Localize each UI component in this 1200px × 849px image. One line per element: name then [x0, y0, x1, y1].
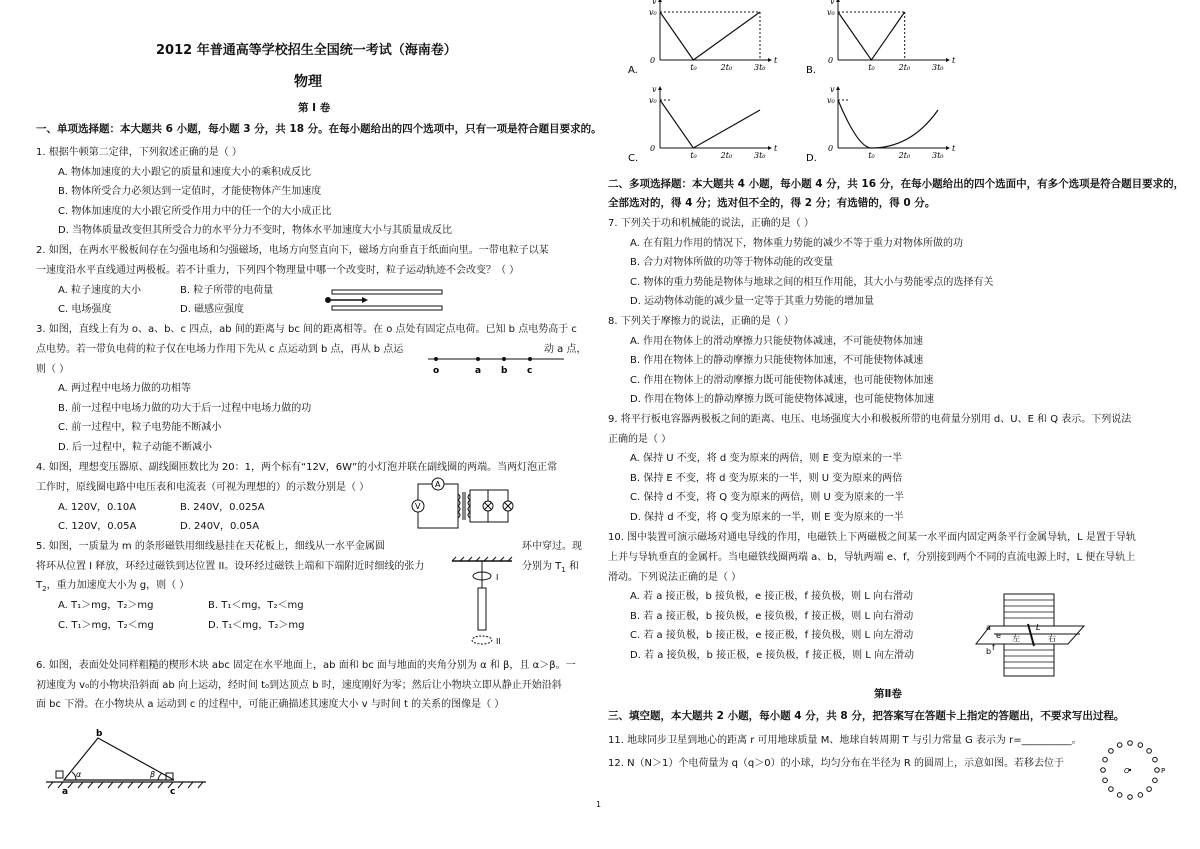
q5-magnet-figure [452, 556, 522, 648]
vt-axis-t-d: t [952, 144, 956, 153]
vt-axis-t-b: t [952, 56, 956, 65]
q3-option-a: A. 两过程中电场力做的功相等 [58, 383, 192, 394]
q10-point-f: f [992, 643, 995, 652]
vt-option-label-d: D. [806, 153, 817, 164]
q9-line-2: 正确的是（ ） [608, 434, 672, 445]
vt-axis-v-a: v [652, 0, 657, 6]
vt-tick-2t0-b: 2t₀ [898, 63, 911, 72]
vt-tick-3t0-a: 3t₀ [754, 63, 766, 72]
charge-ball [1103, 778, 1108, 783]
vt-axis-v0-a: v₀ [649, 8, 657, 17]
q9-option-c: C. 保持 d 不变，将 Q 变为原来的两倍，则 U 变为原来的一半 [630, 492, 904, 503]
vt-axis-v-c: v [652, 85, 657, 94]
q3-option-b: B. 前一过程中电场力做的功大于后一过程中电场力做的功 [58, 403, 312, 414]
vt-graph-c [628, 85, 778, 164]
vt-tick-2t0-d: 2t₀ [898, 151, 911, 160]
q9-option-d: D. 保持 d 不变，将 Q 变为原来的一半，则 E 变为原来的一半 [630, 512, 904, 523]
ring-center-label: O [1124, 767, 1130, 775]
q7-option-c: C. 物体的重力势能是物体与地球之间的相互作用能，其大小与势能零点的选择有关 [630, 277, 994, 288]
q2-option-c: C. 电场强度 [58, 304, 112, 315]
q5-position-2: II [496, 637, 501, 646]
q2-option-a: A. 粒子速度的大小 [58, 285, 142, 296]
q10-line-1: 10. 图中装置可演示磁场对通电导线的作用，电磁铁上下两磁极之间某一水平面内固定两条平行金属导轨，L 是置于导轨 [608, 532, 1136, 543]
subject-title: 物理 [294, 74, 322, 90]
q10-option-c: C. 若 a 接负极，b 接正极，e 接正极，f 接负极，则 L 向左滑动 [630, 630, 914, 641]
q10-rod-label: L [1036, 623, 1041, 632]
q10-electromagnet-figure [984, 590, 1096, 680]
vt-axis-v0-b: v₀ [827, 8, 835, 17]
q6-alpha-label: α [76, 770, 82, 779]
q1-option-c: C. 物体加速度的大小跟它所受作用力中的任一个的大小成正比 [58, 206, 332, 217]
q3-line-1: 3. 如图，直线上有为 o、a、b、c 四点，ab 间的距离与 bc 间的距离相等。在 o 点处有固定点电荷。已知 b 点电势高于 c [36, 324, 577, 335]
q10-point-e: e [996, 631, 1001, 640]
q2-line-2: 一速度沿水平直线通过两极板。若不计重力，下列四个物理量中哪一个改变时，粒子运动轨迹不会改变？（ ） [36, 265, 520, 276]
q3-line-2b: 动 a 点， [544, 344, 587, 355]
vt-origin-c: 0 [650, 144, 656, 153]
vt-axis-v-d: v [830, 85, 835, 94]
vt-option-label-b: B. [806, 65, 817, 76]
vt-graph-b [806, 0, 956, 76]
charge-ball [1128, 795, 1133, 800]
q5-line-1b: 环中穿过。现 [522, 541, 582, 552]
q6-point-a: a [62, 787, 69, 797]
q9-option-a: A. 保持 U 不变，将 d 变为原来的两倍，则 E 变为原来的一半 [630, 453, 903, 464]
q10-point-a: a [986, 623, 991, 632]
q1-stem: 1. 根据牛顿第二定律，下列叙述正确的是（ ） [36, 147, 242, 158]
q6-point-b: b [96, 729, 103, 739]
vt-origin-b: 0 [828, 56, 834, 65]
q6-line-1: 6. 如图，表面处处同样粗糙的楔形木块 abc 固定在水平地面上，ab 面和 bc 面与地面的夹角分别为 α 和 β，且 α＞β。一 [36, 660, 576, 671]
q6-line-2: 初速度为 v₀的小物块沿斜面 ab 向上运动，经时间 t₀到达顶点 b 时，速度刚好为零；然后让小物块立即从静止开始沿斜 [36, 680, 562, 691]
q2-option-d: D. 磁感应强度 [180, 304, 245, 315]
vt-tick-2t0-a: 2t₀ [720, 63, 733, 72]
vt-origin-d: 0 [828, 144, 834, 153]
q5-option-c: C. T₁＞mg，T₂＜mg [58, 620, 154, 631]
exam-title: 2012 年普通高等学校招生全国统一考试（海南卷） [156, 43, 457, 58]
q4-voltmeter-label: V [415, 502, 421, 511]
part-one-heading: 第 I 卷 [298, 102, 331, 114]
section-one-heading: 一、单项选择题：本大题共 6 小题，每小题 3 分，共 18 分。在每小题给出的四个选项中，只有一项是符合题目要求的。 [36, 123, 602, 135]
q5-option-a: A. T₁＞mg，T₂＞mg [58, 600, 154, 611]
q5-t2-sub: 2 [42, 585, 47, 593]
q5-and-text: 和 [565, 561, 579, 572]
charge-ball [1109, 749, 1114, 754]
q5-position-1: I [496, 573, 499, 582]
vt-tick-2t0-c: 2t₀ [720, 151, 733, 160]
q3-option-c: C. 前一过程中，粒子电势能不断减小 [58, 422, 222, 433]
vt-tick-t0-b: t₀ [868, 63, 875, 72]
q5-option-d: D. T₁＜mg，T₂＞mg [208, 620, 305, 631]
charge-ball [1117, 793, 1122, 798]
q10-option-b: B. 若 a 接正极，b 接负极，e 接负极，f 接正极，则 L 向右滑动 [630, 611, 914, 622]
section-two-heading-2: 全部选对的，得 4 分；选对但不全的，得 2 分；有选错的，得 0 分。 [608, 197, 936, 209]
vt-axis-v0-d: v₀ [827, 96, 835, 105]
charge-ball [1128, 741, 1133, 746]
charge-ball [1147, 749, 1152, 754]
q5-t1-text: 分别为 T [522, 561, 562, 572]
q8-option-c: C. 作用在物体上的滑动摩擦力既可能使物体减速，也可能使物体加速 [630, 375, 934, 386]
q2-plates-figure [322, 288, 452, 312]
q5-line-3 [36, 579, 189, 596]
q8-stem: 8. 下列关于摩擦力的说法，正确的是（ ） [608, 316, 794, 327]
q5-option-b: B. T₁＜mg，T₂＜mg [208, 600, 304, 611]
q3-point-o: o [433, 366, 440, 376]
q3-line-2a: 点电势。若一带负电荷的粒子仅在电场力作用下先从 c 点运动到 b 点，再从 b 点运 [36, 344, 404, 355]
q3-point-a: a [475, 366, 482, 376]
vt-tick-3t0-c: 3t₀ [754, 151, 766, 160]
q5-t2-text: T [36, 580, 43, 591]
q1-option-b: B. 物体所受合力必须达到一定值时，才能使物体产生加速度 [58, 186, 322, 197]
q8-option-b: B. 作用在物体上的静动摩擦力只能使物体加速，不可能使物体减速 [630, 355, 924, 366]
charge-ball [1138, 743, 1143, 748]
q8-option-d: D. 作用在物体上的静动摩擦力既可能使物体减速，也可能使物体加速 [630, 394, 935, 405]
q8-option-a: A. 作用在物体上的滑动摩擦力只能使物体减速，不可能使物体加速 [630, 336, 924, 347]
q4-option-b: B. 240V，0.025A [180, 502, 265, 513]
vt-graph-a [628, 0, 778, 76]
q10-right-label: 右 [1048, 634, 1056, 643]
q5-line-1a: 5. 如图，一质量为 m 的条形磁铁用细线悬挂在天花板上，细线从一水平金属圆 [36, 541, 385, 552]
q10-line-2: 上并与导轨垂直的金属杆。当电磁铁线圈两端 a、b，导轨两端 e、f，分别接到两个不同的直流电源上时，L 便在导轨上 [608, 552, 1136, 563]
q6-point-c: c [170, 787, 176, 797]
q6-wedge-figure [46, 730, 216, 796]
q5-line-2a: 将环从位置 I 释放，环经过磁铁到达位置 II。设环经过磁铁上端和下端附近时细线的张力 [36, 561, 425, 572]
charge-ball [1153, 778, 1158, 783]
charge-ball [1153, 757, 1158, 762]
q6-beta-label: β [150, 770, 156, 779]
q7-option-d: D. 运动物体动能的减少量一定等于其重力势能的增加量 [630, 296, 875, 307]
vt-axis-t-c: t [774, 144, 778, 153]
q4-option-d: D. 240V，0.05A [180, 521, 260, 532]
vt-origin-a: 0 [650, 56, 656, 65]
q5-t1-sub: 1 [561, 566, 566, 574]
charge-ball [1138, 793, 1143, 798]
q9-line-1: 9. 将平行板电容器两极板之间的距离、电压、电场强度大小和极板所带的电荷量分别用 d、U、E 和 Q 表示。下列说法 [608, 414, 1132, 425]
q2-line-1: 2. 如图，在两水平极板间存在匀强电场和匀强磁场，电场方向竖直向下，磁场方向垂直于纸面向里。一带电粒子以某 [36, 245, 549, 256]
q12-text: 12. N（N＞1）个电荷量为 q（q＞0）的小球，均匀分布在半径为 R 的圆周上，示意如图。若移去位于 [608, 758, 1064, 769]
vt-tick-t0-c: t₀ [690, 151, 697, 160]
q3-line-figure [428, 352, 568, 376]
q4-ammeter-label: A [435, 480, 441, 489]
charge-ball [1103, 757, 1108, 762]
q7-option-a: A. 在有阻力作用的情况下，物体重力势能的减少不等于重力对物体所做的功 [630, 238, 964, 249]
vt-axis-t-a: t [774, 56, 778, 65]
q10-option-d: D. 若 a 接负极，b 接正极，e 接负极，f 接正极，则 L 向左滑动 [630, 650, 915, 661]
q7-stem: 7. 下列关于功和机械能的说法，正确的是（ ） [608, 218, 814, 229]
q9-option-b: B. 保持 E 不变，将 d 变为原来的一半，则 U 变为原来的两倍 [630, 473, 903, 484]
q3-option-d: D. 后一过程中，粒子动能不断减小 [58, 442, 213, 453]
vt-tick-t0-a: t₀ [690, 63, 697, 72]
q4-transformer-figure [410, 478, 512, 534]
vt-tick-t0-d: t₀ [868, 151, 875, 160]
q10-option-a: A. 若 a 接正极，b 接负极，e 接正极，f 接负极，则 L 向右滑动 [630, 591, 913, 602]
ring-point-p: P [1161, 767, 1166, 775]
q6-vt-graphs [608, 0, 956, 170]
q7-option-b: B. 合力对物体所做的功等于物体动能的改变量 [630, 257, 834, 268]
q3-point-b: b [501, 366, 508, 376]
q3-point-c: c [527, 366, 533, 376]
q4-option-a: A. 120V，0.10A [58, 502, 137, 513]
q11-text: 11. 地球同步卫星到地心的距离 r 可用地球质量 M、地球自转周期 T 与引力常量 G 表示为 r=__________。 [608, 735, 1082, 746]
section-two-heading-1: 二、多项选择题：本大题共 4 小题，每小题 4 分，共 16 分，在每小题给出的四个选面中，有多个选项是符合题目要求的， [608, 178, 1185, 190]
charge-ball [1101, 768, 1106, 773]
vt-option-label-a: A. [628, 65, 638, 76]
charge-ball [1109, 787, 1114, 792]
part-two-heading: 第Ⅱ卷 [874, 688, 902, 700]
vt-tick-3t0-b: 3t₀ [932, 63, 944, 72]
q1-option-a: A. 物体加速度的大小跟它的质量和速度大小的乘积成反比 [58, 167, 312, 178]
q6-line-3: 面 bc 下滑。在小物块从 a 运动到 c 的过程中，可能正确描述其速度大小 v 与时间 t 的关系的图像是（ ） [36, 699, 505, 710]
vt-tick-3t0-d: 3t₀ [932, 151, 944, 160]
q10-line-3: 滑动。下列说法正确的是（ ） [608, 572, 742, 583]
q12-charge-ring-figure [1094, 736, 1180, 804]
q1-option-d: D. 当物体质量改变但其所受合力的水平分力不变时，物体水平加速度大小与其质量成反比 [58, 225, 453, 236]
vt-option-label-c: C. [628, 153, 639, 164]
vt-axis-v-b: v [830, 0, 835, 6]
section-three-heading: 三、填空题，本大题共 2 小题，每小题 4 分，共 8 分，把答案写在答题卡上指定的答题出，不要求写出过程。 [608, 710, 1125, 722]
q4-line-1: 4. 如图，理想变压器原、副线圈匝数比为 20：1，两个标有“12V，6W”的小灯泡并联在副线圈的两端。当两灯泡正常 [36, 462, 558, 473]
q3-line-3: 则（ ） [36, 364, 70, 375]
q10-point-b: b [986, 647, 992, 656]
q5-line-2b [522, 560, 579, 577]
q2-option-b: B. 粒子所带的电荷量 [180, 285, 274, 296]
q4-line-2: 工作时，原线圈电路中电压表和电流表（可视为理想的）的示数分别是（ ） [36, 482, 370, 493]
page-number: 1 [596, 800, 602, 809]
charge-ball [1147, 787, 1152, 792]
q10-left-label: 左 [1012, 634, 1020, 643]
charge-ball [1155, 768, 1160, 773]
q5-line-3-rest: ，重力加速度大小为 g，则（ ） [46, 580, 190, 591]
q4-option-c: C. 120V，0.05A [58, 521, 137, 532]
vt-axis-v0-c: v₀ [649, 96, 657, 105]
vt-graph-d [806, 85, 956, 164]
charge-ball [1117, 743, 1122, 748]
